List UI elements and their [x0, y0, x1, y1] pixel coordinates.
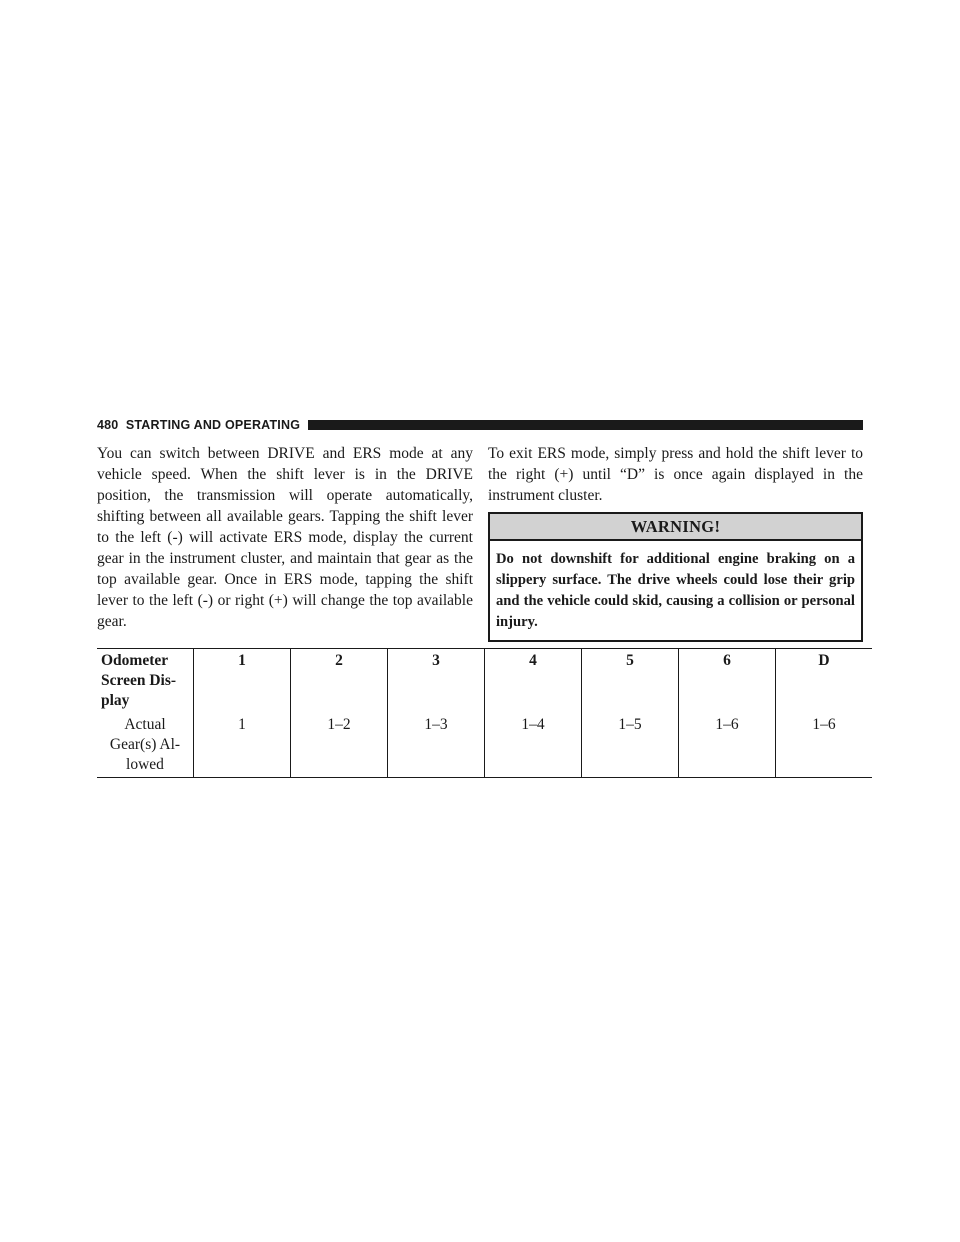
header-label: [97, 418, 308, 432]
odometer-cell: 4: [485, 649, 582, 714]
odometer-cell: D: [776, 649, 873, 714]
warning-box: [488, 512, 863, 642]
odometer-label-cell: [97, 649, 194, 714]
header-rule: [308, 420, 863, 430]
actual-gears-cell: 1–6: [776, 713, 873, 778]
section-title: STARTING AND OPERATING: [125, 418, 301, 432]
table-row-actual-gears: [97, 713, 872, 778]
actual-gears-cell: 1–5: [582, 713, 679, 778]
odometer-label: Odometer Screen Dis-play: [101, 652, 177, 709]
odometer-cell: 3: [388, 649, 485, 714]
warning-text: Do not downshift for additional engine braking on a slippery surface. The drive wheels could lose their grip and the vehicle could skid, causing a collision or personal injury.: [496, 551, 855, 630]
odometer-cell: 5: [582, 649, 679, 714]
warning-title: WARNING!: [490, 514, 861, 541]
actual-gears-cell: 1–6: [679, 713, 776, 778]
odometer-cell: 6: [679, 649, 776, 714]
right-column-paragraph: To exit ERS mode, simply press and hold the shift lever to the right (+) until “D” is once again displayed in the instrument cluster.: [488, 445, 863, 504]
odometer-cell: 2: [291, 649, 388, 714]
actual-gears-cell: 1: [194, 713, 291, 778]
actual-gears-label: Actual Gear(s) Al-lowed: [109, 716, 181, 773]
table-row-odometer: [97, 649, 872, 714]
actual-gears-label-cell: [97, 713, 194, 778]
actual-gears-cell: 1–4: [485, 713, 582, 778]
page-header: [97, 416, 863, 434]
actual-gears-cell: 1–3: [388, 713, 485, 778]
odometer-cell: 1: [194, 649, 291, 714]
page-number: 480: [97, 418, 119, 432]
left-column-paragraph: You can switch between DRIVE and ERS mode at any vehicle speed. When the shift lever is in the DRIVE position, the transmission will operate automatically, shifting between all available gears. Tapping the shift lever to the left (-) will activate ERS mode, display the current gear in the instrument cluster, and maintain that gear as the top available gear. Once in ERS mode, tapping the shift lever to the left (-) or right (+) will change the top available gear.: [97, 445, 473, 630]
gear-table: [97, 648, 872, 778]
actual-gears-cell: 1–2: [291, 713, 388, 778]
